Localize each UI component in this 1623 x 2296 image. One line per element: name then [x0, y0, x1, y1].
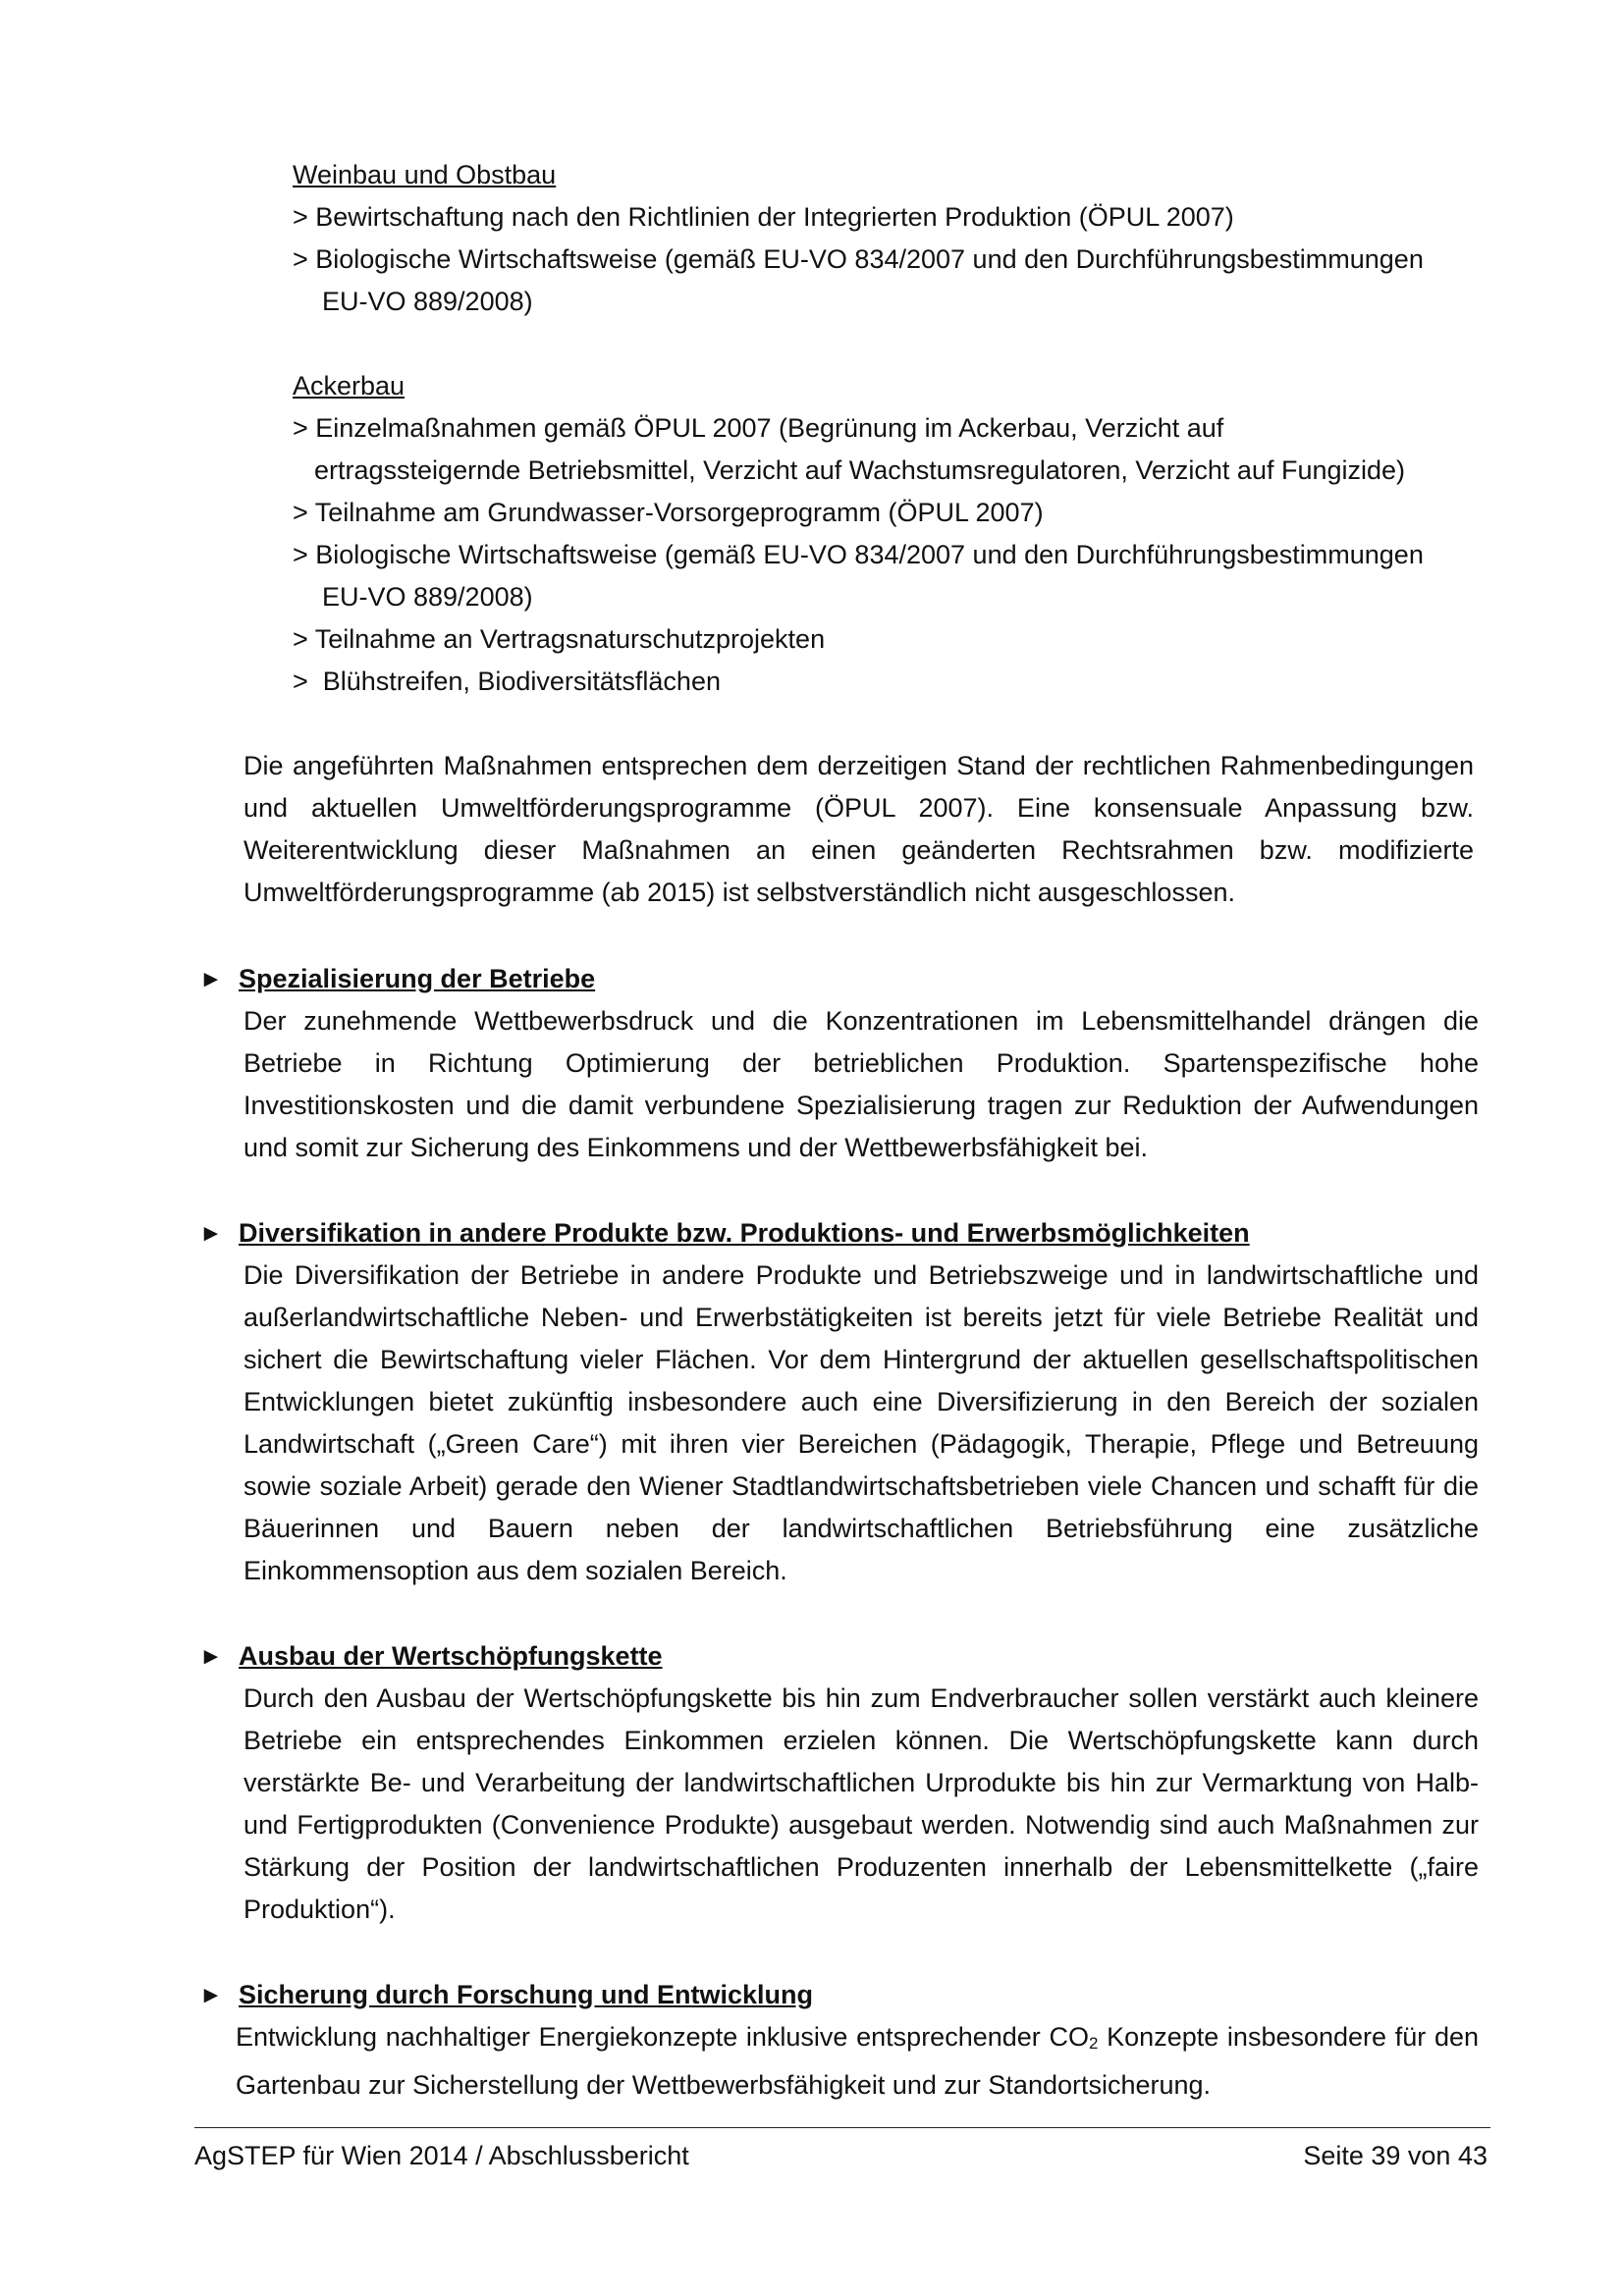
ackerbau-item-2: > Teilnahme am Grundwasser-Vorsorgeprogramm (ÖPUL 2007)	[293, 498, 1044, 527]
weinbau-item-2-continued: EU-VO 889/2008)	[322, 287, 533, 316]
ackerbau-item-1-continued: ertragssteigernde Betriebsmittel, Verzicht auf Wachstumsregulatoren, Verzicht auf Fungizide)	[314, 455, 1406, 485]
section-2-text: Die Diversifikation der Betriebe in andere Produkte und Betriebszweige und in landwirtschaftliche und außerlandwirtschaftliche Neben- und Erwerbstätigkeiten ist bereits jetzt für viele Betriebe Realität und sichert die Bewirtschaftung vieler Flächen. Vor dem Hintergrund der aktuellen gesellschaftspolitischen Entwicklungen bietet zukünftig insbesondere auch eine Diversifizierung in den Bereich der sozialen Landwirtschaft („Green Care“) mit ihren vier Bereichen (Pädagogik, Therapie, Pflege und Betreuung sowie soziale Arbeit) gerade den Wiener Stadtlandwirtschaftsbetrieben viele Chancen und schafft für die Bäuerinnen und Bauern neben der landwirtschaftlichen Betriebsführung eine zusätzliche Einkommensoption aus dem sozialen Bereich.	[243, 1260, 1479, 1585]
section-1-text: Der zunehmende Wettbewerbsdruck und die Konzentrationen im Lebensmittelhandel drängen die Betriebe in Richtung Optimierung der betrieblichen Produktion. Spartenspezifische hohe Investitionskosten und die damit verbundene Spezialisierung tragen zur Reduktion der Aufwendungen und somit zur Sicherung des Einkommens und der Wettbewerbsfähigkeit bei.	[243, 1006, 1479, 1162]
section-1-arrow-icon: ►	[199, 966, 223, 992]
section-4-text-after: Konzepte insbesondere für den Gartenbau zur Sicherstellung der Wettbewerbsfähigkeit und zur Standortsicherung.	[236, 2022, 1480, 2100]
weinbau-block	[293, 154, 1510, 323]
intro-paragraph: Die angeführten Maßnahmen entsprechen dem derzeitigen Stand der rechtlichen Rahmenbedingungen und aktuellen Umweltförderungsprogramme (ÖPUL 2007). Eine konsensuale Anpassung bzw. Weiterentwicklung dieser Maßnahmen an einen geänderten Rechtsrahmen bzw. modifizierte Umweltförderungsprogramme (ab 2015) ist selbstverständlich nicht ausgeschlossen.	[243, 751, 1474, 907]
ackerbau-item-3: > Biologische Wirtschaftsweise (gemäß EU-VO 834/2007 und den Durchführungsbestimmungen	[293, 540, 1424, 569]
ackerbau-block	[293, 365, 1510, 703]
ackerbau-heading: Ackerbau	[293, 371, 406, 400]
weinbau-item-1: > Bewirtschaftung nach den Richtlinien der Integrierten Produktion (ÖPUL 2007)	[293, 202, 1234, 232]
section-2-arrow-icon: ►	[199, 1220, 223, 1247]
ackerbau-item-1: > Einzelmaßnahmen gemäß ÖPUL 2007 (Begrünung im Ackerbau, Verzicht auf	[293, 413, 1224, 443]
section-4-text-before: Entwicklung nachhaltiger Energiekonzepte inklusive entsprechender CO	[236, 2022, 1089, 2052]
footer-left: AgSTEP für Wien 2014 / Abschlussbericht	[194, 2141, 689, 2170]
section-4-text-subscript: 2	[1088, 2034, 1099, 2053]
section-1-heading: Spezialisierung der Betriebe	[239, 964, 596, 993]
section-4-arrow-icon: ►	[199, 1982, 223, 2008]
footer-page-number: Seite 39 von 43	[1303, 2141, 1488, 2170]
weinbau-heading: Weinbau und Obstbau	[293, 160, 557, 189]
section-3-arrow-icon: ►	[199, 1643, 223, 1670]
footer-divider	[194, 2127, 1490, 2128]
section-3-heading: Ausbau der Wertschöpfungskette	[239, 1641, 663, 1671]
ackerbau-item-5: > Blühstreifen, Biodiversitätsflächen	[293, 667, 721, 696]
section-4-heading: Sicherung durch Forschung und Entwicklung	[239, 1980, 814, 2009]
ackerbau-item-4: > Teilnahme an Vertragsnaturschutzprojekten	[293, 624, 826, 654]
section-4-text	[236, 2016, 1479, 2107]
weinbau-item-2: > Biologische Wirtschaftsweise (gemäß EU-VO 834/2007 und den Durchführungsbestimmungen	[293, 244, 1424, 274]
section-2-heading: Diversifikation in andere Produkte bzw. Produktions- und Erwerbsmöglichkeiten	[239, 1218, 1250, 1248]
ackerbau-item-3-continued: EU-VO 889/2008)	[322, 582, 533, 612]
section-3-text: Durch den Ausbau der Wertschöpfungskette bis hin zum Endverbraucher sollen verstärkt auch kleinere Betriebe ein entsprechendes Einkommen erzielen können. Die Wertschöpfungskette kann durch verstärkte Be- und Verarbeitung der landwirtschaftlichen Urprodukte bis hin zur Vermarktung von Halb- und Fertigprodukten (Convenience Produkte) ausgebaut werden. Notwendig sind auch Maßnahmen zur Stärkung der Position der landwirtschaftlichen Produzenten innerhalb der Lebensmittelkette („faire Produktion“).	[243, 1683, 1479, 1924]
